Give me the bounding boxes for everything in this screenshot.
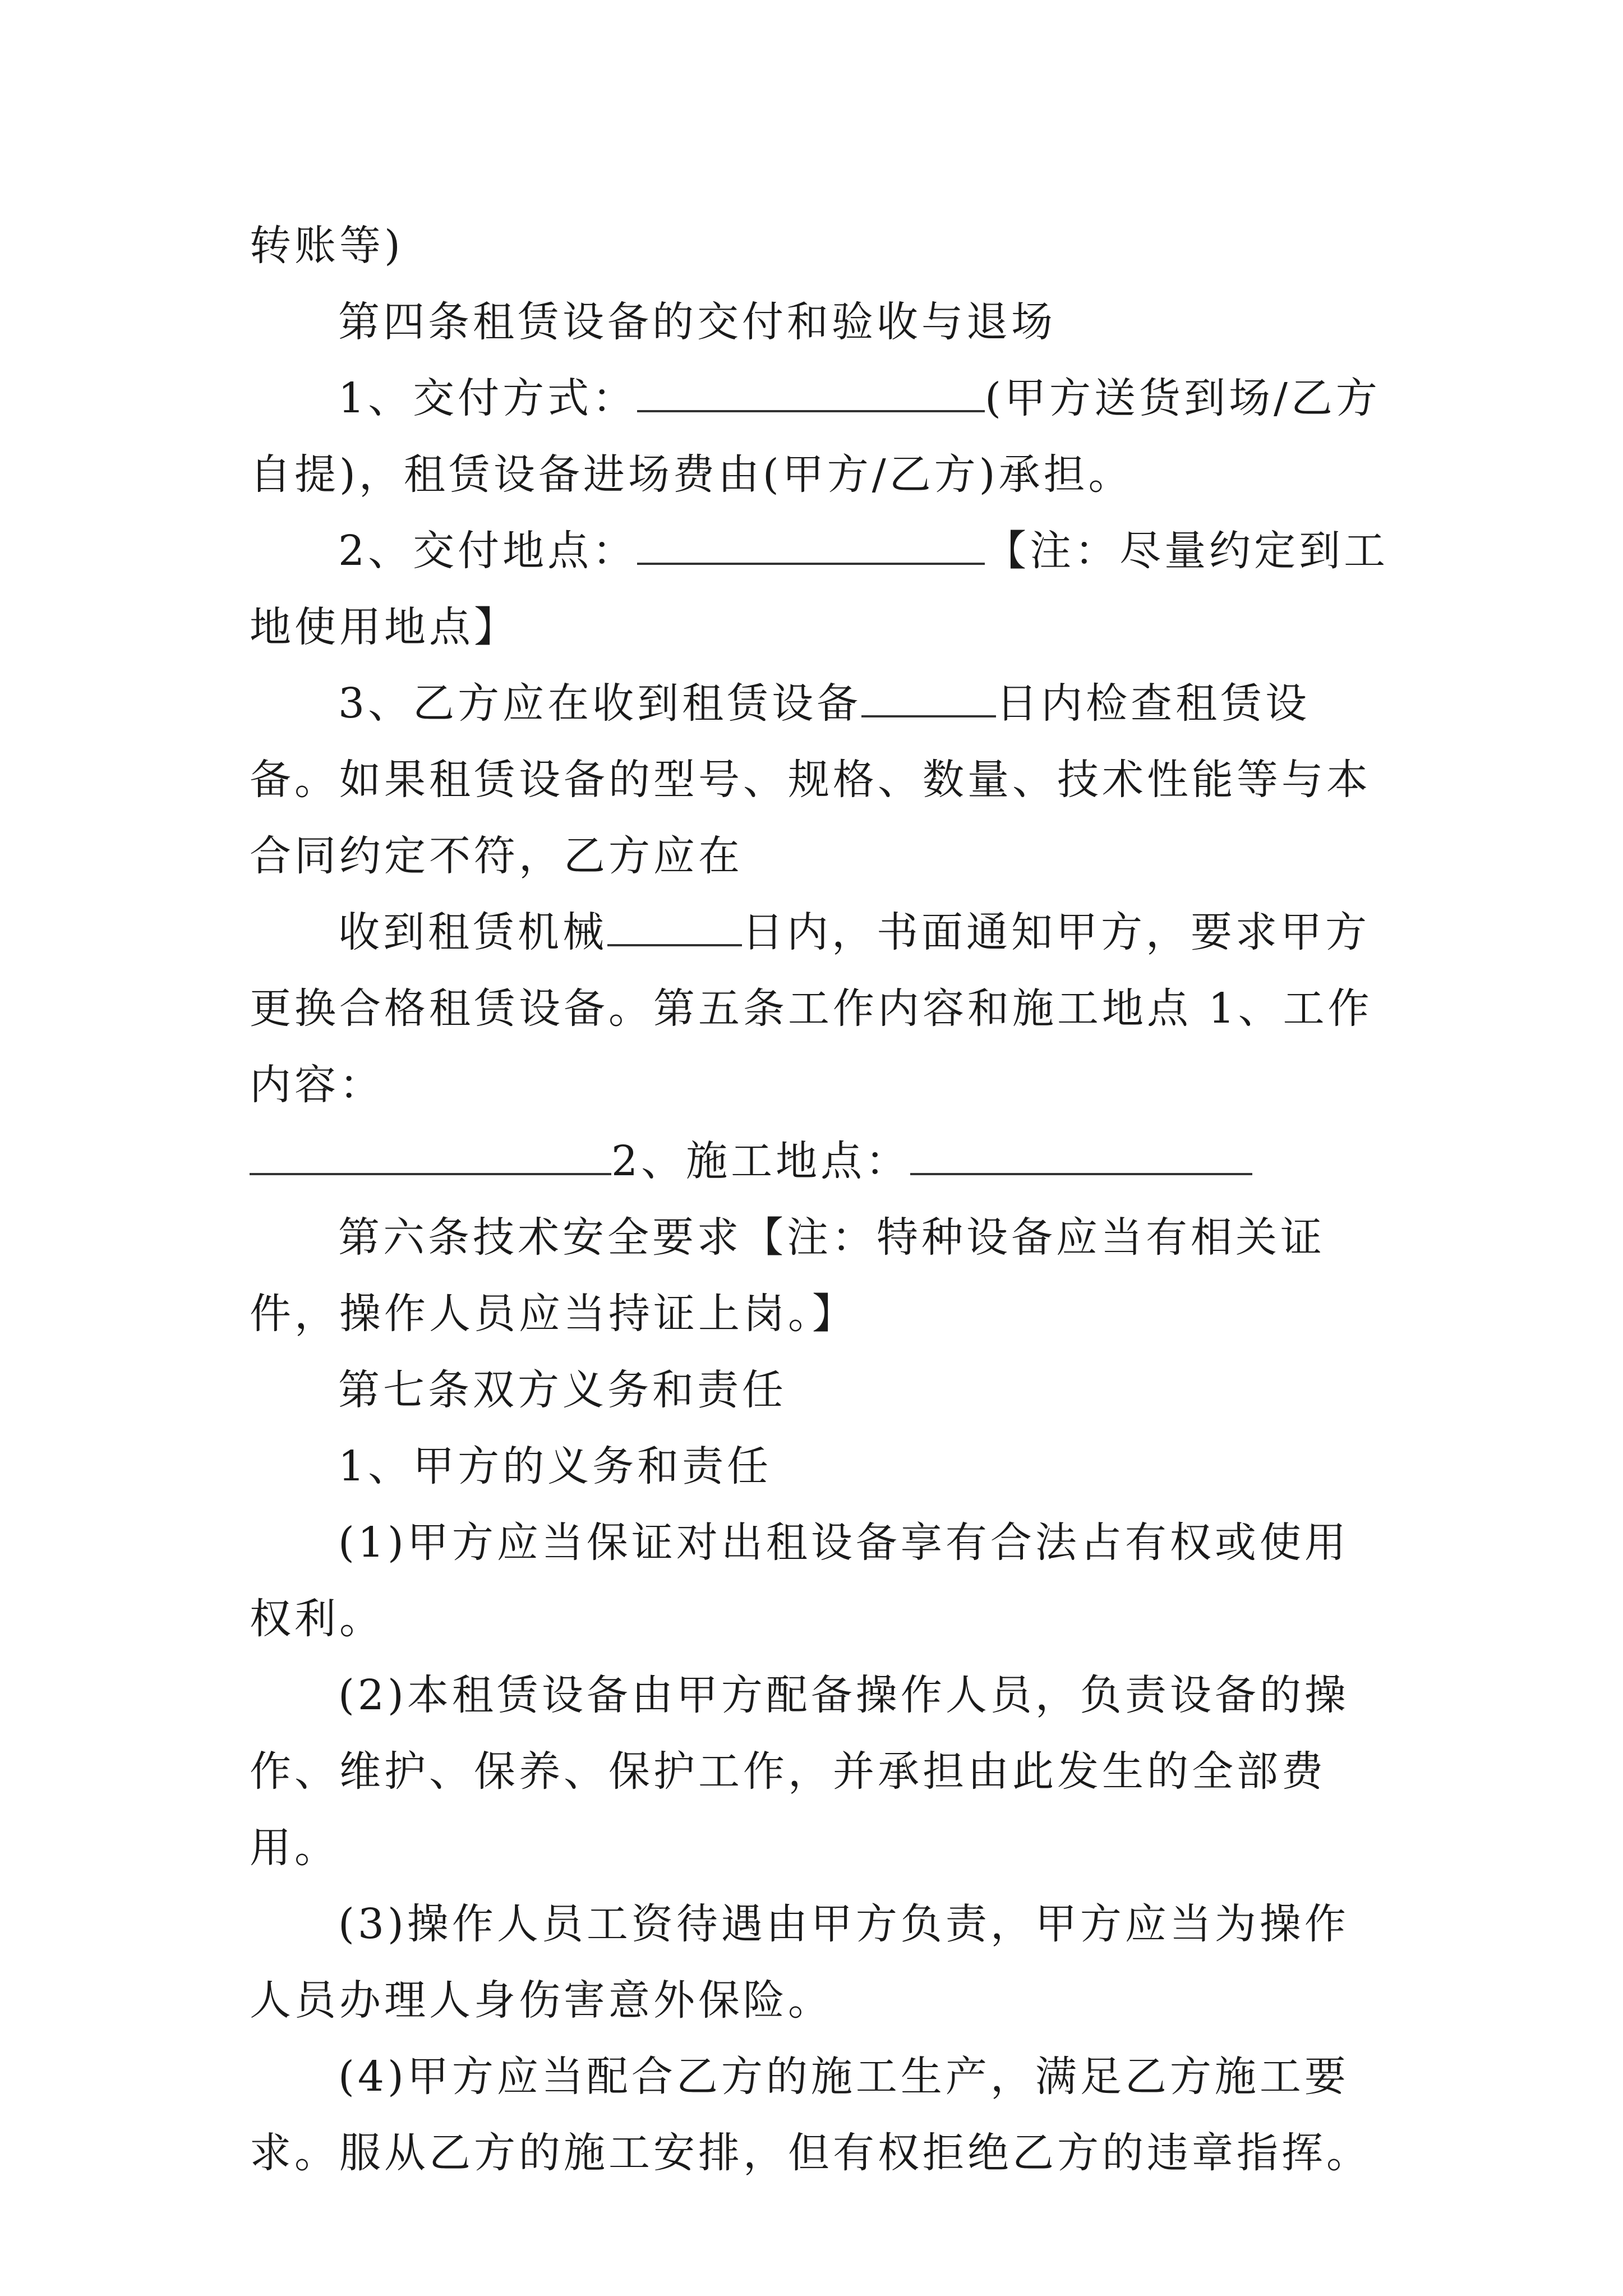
- item-label: 1、交付方式：: [338, 374, 638, 422]
- article-4-title: [250, 284, 1394, 360]
- item-text: (4)甲方应当配合乙方的施工生产，满足乙方施工要求。服从乙方的施工安排，但有权拒绝乙方的违章指挥。: [250, 2053, 1371, 2177]
- article-7-item-1: [250, 1504, 1394, 1657]
- item-label: 2、交付地点：: [338, 527, 638, 575]
- article-7-item-4: [250, 2039, 1394, 2191]
- fill-in-blank[interactable]: [637, 369, 985, 412]
- fill-in-blank[interactable]: [250, 1131, 611, 1175]
- article-7-item-3: [250, 1886, 1394, 2039]
- item-text: 第六条技术安全要求【注：特种设备应当有相关证件，操作人员应当持证上岗。】: [250, 1213, 1325, 1338]
- item-text: 日内检查租赁设备。如果租赁设备的型号、规格、数量、技术性能等与本合同约定不符，乙方应在: [250, 679, 1371, 880]
- item-text: 1、甲方的义务和责任: [338, 1442, 772, 1490]
- item-label: 2、施工地点：: [611, 1137, 911, 1185]
- item-text: (1)甲方应当保证对出租设备享有合法占有权或使用权利。: [250, 1519, 1349, 1643]
- article-4-item-3: [250, 665, 1394, 894]
- item-label: 收到租赁机械: [338, 908, 607, 956]
- article-4-item-2: [250, 513, 1394, 665]
- article-4-item-1: [250, 360, 1394, 513]
- item-text: (3)操作人员工资待遇由甲方负责，甲方应当为操作人员办理人身伤害意外保险。: [250, 1900, 1349, 2024]
- fill-in-blank[interactable]: [861, 674, 996, 717]
- article-4-item-3-continued: [250, 894, 1394, 1123]
- item-text: (甲方送货到场/乙方自提)，租赁设备进场费由(甲方/乙方)承担。: [250, 374, 1381, 499]
- fill-in-blank[interactable]: [910, 1131, 1252, 1175]
- text-line: 转账等): [250, 222, 404, 270]
- item-label: 3、乙方应在收到租赁设备: [338, 679, 862, 728]
- article-7-item-2: [250, 1657, 1394, 1886]
- article-7-section-1: [250, 1428, 1394, 1504]
- article-7-title: [250, 1352, 1394, 1428]
- fill-in-blank[interactable]: [607, 903, 742, 946]
- item-text: 【注：尽量约定到工地使用地点】: [250, 527, 1389, 651]
- document-body: [250, 208, 1394, 2191]
- item-text: 日内，书面通知甲方，要求甲方更换合格租赁设备。第五条工作内容和施工地点 1、工作内容：: [250, 908, 1373, 1109]
- heading-text: 第七条双方义务和责任: [338, 1366, 787, 1414]
- article-5-item-2: [250, 1123, 1394, 1199]
- paragraph-continuation: [250, 208, 1394, 284]
- article-6: [250, 1199, 1394, 1352]
- fill-in-blank[interactable]: [637, 521, 985, 565]
- heading-text: 第四条租赁设备的交付和验收与退场: [338, 298, 1056, 346]
- item-text: (2)本租赁设备由甲方配备操作人员，负责设备的操作、维护、保养、保护工作，并承担由此发生的全部费用。: [250, 1671, 1349, 1872]
